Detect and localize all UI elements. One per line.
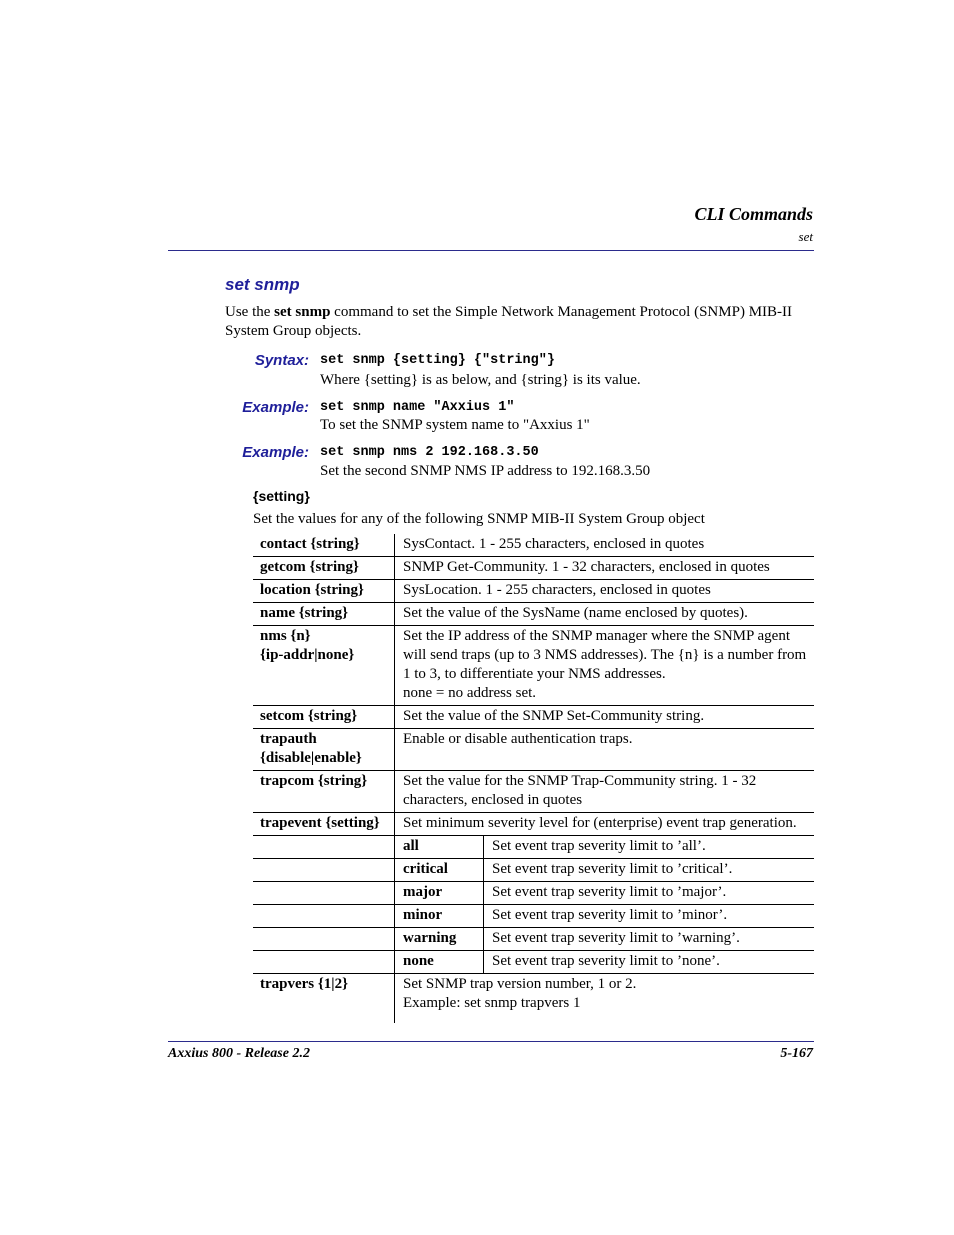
- level-desc: Set event trap severity limit to ’all’.: [484, 836, 815, 859]
- running-header-subtitle: set: [798, 229, 813, 244]
- level-name: all: [395, 836, 484, 859]
- setting-key: trapvers {1|2}: [253, 974, 395, 1024]
- setting-heading: {setting}: [253, 488, 310, 504]
- running-header-title: CLI Commands: [694, 204, 813, 224]
- trapevent-level-row: [253, 836, 814, 859]
- table-row: [253, 557, 814, 580]
- setting-value: SNMP Get-Community. 1 - 32 characters, enclosed in quotes: [395, 557, 815, 580]
- table-row: [253, 534, 814, 557]
- level-desc: Set event trap severity limit to ’none’.: [484, 951, 815, 974]
- trapevent-level-row: [253, 928, 814, 951]
- trapevent-level-row: [253, 882, 814, 905]
- level-name: none: [395, 951, 484, 974]
- trapevent-level-row: [253, 905, 814, 928]
- setting-value: Enable or disable authentication traps.: [395, 729, 815, 771]
- setting-key: nms {n} {ip-addr|none}: [253, 626, 395, 706]
- level-desc: Set event trap severity limit to ’critical’.: [484, 859, 815, 882]
- example2-desc: Set the second SNMP NMS IP address to 192.168.3.50: [320, 463, 651, 479]
- level-name: critical: [395, 859, 484, 882]
- table-row: [253, 603, 814, 626]
- level-name: warning: [395, 928, 484, 951]
- level-desc: Set event trap severity limit to ’minor’.: [484, 905, 815, 928]
- setting-key: contact {string}: [253, 534, 395, 557]
- intro-command: set snmp: [274, 304, 331, 320]
- intro-paragraph: Use the set snmp command to set the Simple Network Management Protocol (SNMP) MIB-II System Group objects.: [225, 304, 793, 339]
- setting-value: SysContact. 1 - 255 characters, enclosed in quotes: [395, 534, 815, 557]
- example2-code: set snmp nms 2 192.168.3.50: [320, 445, 539, 460]
- setting-value: SysLocation. 1 - 255 characters, enclosed in quotes: [395, 580, 815, 603]
- level-desc: Set event trap severity limit to ’major’.: [484, 882, 815, 905]
- setting-desc: Set the values for any of the following SNMP MIB-II System Group object: [253, 511, 705, 527]
- table-row: [253, 580, 814, 603]
- table-row: [253, 729, 814, 771]
- trapevent-level-row: [253, 859, 814, 882]
- table-row: [253, 813, 814, 836]
- page-number: 5-167: [780, 1046, 813, 1061]
- syntax-label: Syntax:: [254, 352, 309, 369]
- footer-title: Axxius 800 - Release 2.2: [168, 1046, 310, 1061]
- setting-key: trapcom {string}: [253, 771, 395, 813]
- syntax-desc: Where {setting} is as below, and {string} is its value.: [320, 372, 641, 388]
- footer-rule: [168, 1041, 814, 1042]
- example1-desc: To set the SNMP system name to "Axxius 1": [320, 417, 590, 433]
- setting-value: Set SNMP trap version number, 1 or 2. Example: set snmp trapvers 1: [403, 976, 637, 1011]
- setting-key: getcom {string}: [253, 557, 395, 580]
- trapevent-level-row: [253, 951, 814, 974]
- level-name: major: [395, 882, 484, 905]
- example1-code: set snmp name "Axxius 1": [320, 400, 515, 415]
- setting-value: Set the value of the SNMP Set-Community string.: [395, 706, 815, 729]
- table-row: [253, 626, 814, 706]
- setting-value: Set the value of the SysName (name enclosed by quotes).: [395, 603, 815, 626]
- example1-label: Example:: [242, 399, 309, 416]
- setting-key: location {string}: [253, 580, 395, 603]
- setting-value: Set the IP address of the SNMP manager where the SNMP agent will send traps (up to 3 NMS addresses). The {n} is a number from 1 to 3, to differentiate your NMS addresses. none = no address set.: [395, 626, 815, 706]
- table-row: [253, 706, 814, 729]
- setting-key: name {string}: [253, 603, 395, 626]
- setting-value: Set the value for the SNMP Trap-Community string. 1 - 32 characters, enclosed in quotes: [395, 771, 815, 813]
- settings-table: [253, 534, 814, 1023]
- setting-value: Set minimum severity level for (enterprise) event trap generation.: [395, 813, 815, 836]
- section-title: set snmp: [225, 275, 300, 294]
- table-row: [253, 974, 814, 1024]
- setting-key: setcom {string}: [253, 706, 395, 729]
- setting-key: trapauth {disable|enable}: [253, 729, 395, 771]
- syntax-code: set snmp {setting} {"string"}: [320, 353, 555, 368]
- example2-label: Example:: [242, 444, 309, 461]
- setting-key: trapevent {setting}: [253, 813, 395, 836]
- level-name: minor: [395, 905, 484, 928]
- level-desc: Set event trap severity limit to ’warning’.: [484, 928, 815, 951]
- header-rule: [168, 250, 814, 251]
- table-row: [253, 771, 814, 813]
